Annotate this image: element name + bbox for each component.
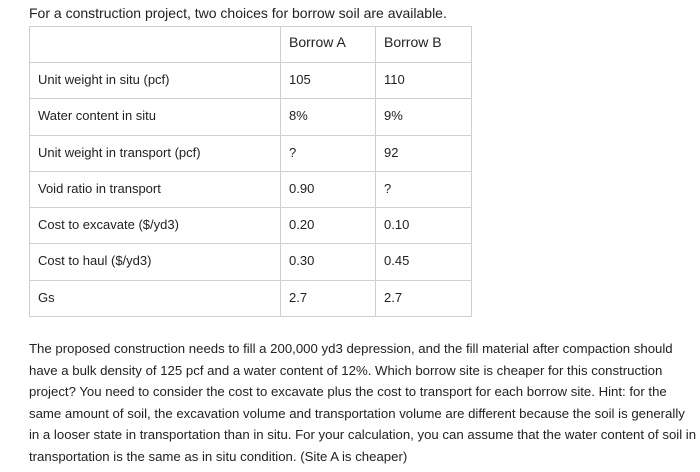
header-cell-empty (30, 27, 281, 63)
table-row (30, 135, 472, 171)
table-row (30, 63, 472, 99)
header-cell-borrow-a: Borrow A (281, 27, 376, 63)
table-row (30, 99, 472, 135)
row-label: Water content in situ (30, 99, 281, 135)
row-label: Cost to haul ($/yd3) (30, 244, 281, 280)
cell-borrow-a: 105 (281, 63, 376, 99)
cell-borrow-b: 0.10 (376, 208, 472, 244)
cell-borrow-b: ? (376, 171, 472, 207)
cell-borrow-a: 2.7 (281, 280, 376, 316)
row-label: Void ratio in transport (30, 171, 281, 207)
table-row (30, 244, 472, 280)
problem-paragraph: The proposed construction needs to fill a 200,000 yd3 depression, and the fill material after compaction should have a bulk density of 125 pcf and a water content of 12%. Which borrow site is cheaper for this construction project? You need to consider the cost to excavate plus the cost to transport for each borrow site. Hint: for the same amount of soil, the excavation volume and transportation volume are different because the soil is generally in a looser state in transportation than in situ. For your calculation, you can assume that the water content of soil in transportation is the same as in situ condition. (Site A is cheaper) (29, 341, 697, 464)
cell-borrow-b: 9% (376, 99, 472, 135)
table-row (30, 208, 472, 244)
cell-borrow-a: 8% (281, 99, 376, 135)
cell-borrow-a: ? (281, 135, 376, 171)
cell-borrow-b: 2.7 (376, 280, 472, 316)
row-label: Unit weight in situ (pcf) (30, 63, 281, 99)
cell-borrow-a: 0.20 (281, 208, 376, 244)
header-cell-borrow-b: Borrow B (376, 27, 472, 63)
intro-text: For a construction project, two choices for borrow soil are available. (29, 5, 447, 21)
cell-borrow-b: 110 (376, 63, 472, 99)
row-label: Cost to excavate ($/yd3) (30, 208, 281, 244)
row-label: Unit weight in transport (pcf) (30, 135, 281, 171)
row-label: Gs (30, 280, 281, 316)
cell-borrow-a: 0.90 (281, 171, 376, 207)
cell-borrow-b: 0.45 (376, 244, 472, 280)
table-row (30, 171, 472, 207)
table-row (30, 280, 472, 316)
table-header-row (30, 27, 472, 63)
borrow-soil-table (29, 26, 472, 317)
cell-borrow-b: 92 (376, 135, 472, 171)
cell-borrow-a: 0.30 (281, 244, 376, 280)
